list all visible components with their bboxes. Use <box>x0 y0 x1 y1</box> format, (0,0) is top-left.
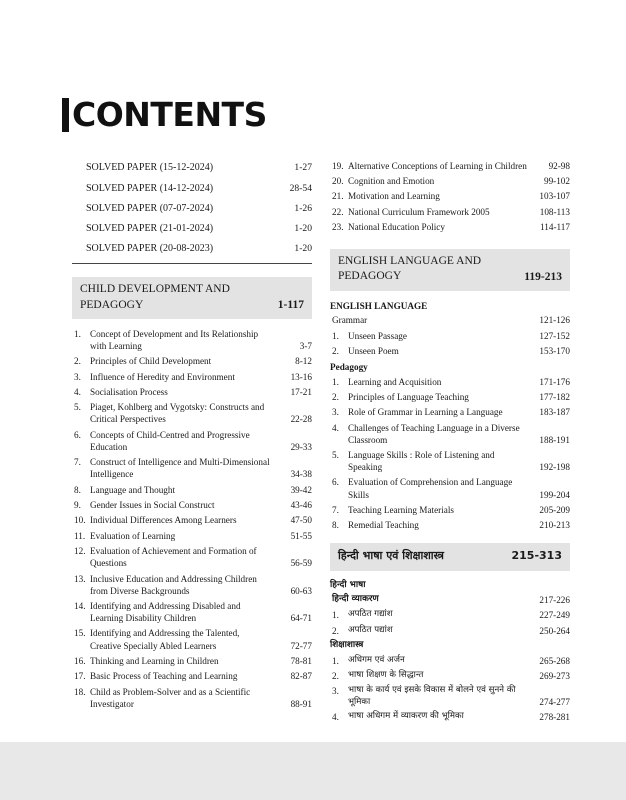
entry-pages: 278-281 <box>539 712 570 723</box>
entry-title: National Curriculum Framework 2005 <box>348 206 490 217</box>
grammar-row[interactable] <box>330 313 570 328</box>
entry-title: Thinking and Learning in Children <box>90 655 219 666</box>
entry-number: 14. <box>74 600 86 611</box>
entry-number: 2. <box>332 346 339 357</box>
toc-entry[interactable] <box>330 405 570 420</box>
entry-number: 18. <box>74 686 86 697</box>
toc-entry[interactable] <box>72 497 312 512</box>
toc-entry[interactable] <box>330 623 570 638</box>
section-page-range: 215-313 <box>511 549 562 563</box>
entry-pages: 29-33 <box>290 441 312 452</box>
entry-number: 1. <box>332 376 339 387</box>
toc-entry[interactable] <box>330 447 570 474</box>
entry-title: Inclusive Education and Addressing Children from Diverse Backgrounds <box>90 573 257 596</box>
entry-title: अधिगम एवं अर्जन <box>348 654 405 665</box>
entry-title: भाषा अधिगम में व्याकरण की भूमिका <box>348 711 464 722</box>
entry-number: 5. <box>74 402 81 413</box>
entry-pages: 227-249 <box>539 610 570 621</box>
toc-entry[interactable] <box>72 653 312 668</box>
page-footer-band <box>0 742 626 800</box>
cdp-entry-list-continued <box>330 158 570 235</box>
entry-title: भाषा शिक्षण के सिद्धान्त <box>348 669 424 680</box>
section-header-english <box>330 249 570 291</box>
subsection-heading-hindi-bhasha: हिन्दी भाषा <box>330 579 366 590</box>
solved-paper-pages: 1-20 <box>294 243 312 255</box>
entry-number: 2. <box>332 670 339 681</box>
entry-title: Alternative Conceptions of Learning in Children <box>348 160 527 171</box>
entry-title: National Education Policy <box>348 221 445 232</box>
entry-number: 17. <box>74 671 86 682</box>
entry-number: 10. <box>74 515 86 526</box>
entry-title: Principles of Child Development <box>90 356 212 367</box>
entry-pages: 72-77 <box>290 640 312 651</box>
entry-title: Gender Issues in Social Construct <box>90 500 215 511</box>
entry-number: 8. <box>74 484 81 495</box>
section-page-range: 119-213 <box>524 270 562 283</box>
entry-pages: 47-50 <box>290 515 312 526</box>
entry-title: Unseen Passage <box>348 330 407 341</box>
hindi-grammar-label: हिन्दी व्याकरण <box>332 594 379 605</box>
entry-title: Individual Differences Among Learners <box>90 515 237 526</box>
toc-entry[interactable] <box>72 513 312 528</box>
toc-entry[interactable] <box>72 528 312 543</box>
entry-pages: 82-87 <box>290 671 312 682</box>
entry-pages: 22-28 <box>290 414 312 425</box>
entry-title: Evaluation of Learning <box>90 530 176 541</box>
page-title <box>62 95 267 134</box>
solved-paper-label: SOLVED PAPER (07-07-2024) <box>86 202 214 214</box>
toc-entry[interactable] <box>72 598 312 625</box>
list-item[interactable] <box>72 239 312 259</box>
toc-entry[interactable] <box>330 420 570 447</box>
entry-pages: 64-71 <box>290 613 312 624</box>
toc-entry[interactable] <box>330 219 570 234</box>
entry-pages: 17-21 <box>290 387 312 397</box>
toc-entry[interactable] <box>72 369 312 384</box>
entry-title: Role of Grammar in Learning a Language <box>348 407 503 418</box>
list-item[interactable] <box>72 199 312 219</box>
toc-entry[interactable] <box>330 653 570 668</box>
left-column <box>72 158 312 711</box>
list-item[interactable] <box>72 178 312 198</box>
entry-number: 7. <box>74 457 81 468</box>
entry-pages: 43-46 <box>290 500 312 511</box>
entry-pages: 3-7 <box>299 341 312 352</box>
entry-pages: 60-63 <box>290 585 312 596</box>
entry-title: भाषा के कार्य एवं इसके विकास में बोलने एवं सुनने की भूमिका <box>348 685 516 707</box>
entry-pages: 99-102 <box>543 175 570 186</box>
entry-pages: 153-170 <box>539 346 570 357</box>
entry-number: 4. <box>332 712 339 723</box>
toc-entry[interactable] <box>330 158 570 173</box>
entry-title: Language Skills : Role of Listening and Speaking <box>348 449 495 473</box>
toc-entry[interactable] <box>72 354 312 369</box>
entry-number: 1. <box>332 610 339 621</box>
toc-entry[interactable] <box>330 173 570 188</box>
entry-pages: 269-273 <box>539 670 570 681</box>
entry-pages: 192-198 <box>539 462 570 473</box>
subsection-heading-pedagogy: Pedagogy <box>330 361 368 372</box>
entry-number: 2. <box>332 391 339 402</box>
cdp-entry-list <box>72 326 312 711</box>
entry-number: 4. <box>332 422 339 433</box>
section-header-hindi <box>330 543 570 571</box>
entry-number: 7. <box>332 504 339 515</box>
entry-title: Evaluation of Achievement and Formation of Questions <box>90 546 257 569</box>
title-accent-bar <box>62 98 69 132</box>
entry-title: Cognition and Emotion <box>348 175 435 186</box>
entry-title: Piaget, Kohlberg and Vygotsky: Constructs and Critical Perspectives <box>90 402 265 425</box>
entry-title: Evaluation of Comprehension and Language Skills <box>348 477 513 500</box>
toc-entry[interactable] <box>330 328 570 343</box>
entry-title: Child as Problem-Solver and as a Scientific Investigator <box>90 686 251 709</box>
toc-entry[interactable] <box>330 475 570 502</box>
entry-number: 6. <box>74 429 81 440</box>
entry-title: Learning and Acquisition <box>348 376 442 387</box>
toc-entry[interactable] <box>72 384 312 399</box>
entry-number: 1. <box>74 328 81 339</box>
entry-number: 1. <box>332 330 339 341</box>
entry-pages: 39-42 <box>290 484 312 495</box>
entry-pages: 56-59 <box>290 558 312 569</box>
entry-number: 6. <box>332 477 339 488</box>
entry-pages: 13-16 <box>290 371 312 382</box>
solved-paper-label: SOLVED PAPER (15-12-2024) <box>86 162 214 174</box>
entry-pages: 127-152 <box>539 330 570 341</box>
section-page-range: 1-117 <box>277 299 304 312</box>
entry-number: 20. <box>332 175 344 186</box>
entry-pages: 183-187 <box>539 407 570 418</box>
toc-entry[interactable] <box>330 374 570 389</box>
entry-number: 13. <box>74 573 86 584</box>
toc-entry[interactable] <box>330 343 570 358</box>
entry-pages: 103-107 <box>539 191 570 202</box>
solved-paper-pages: 1-20 <box>294 223 312 235</box>
section-header-cdp <box>72 277 312 319</box>
entry-title: Principles of Language Teaching <box>348 391 469 402</box>
entry-pages: 265-268 <box>539 655 570 666</box>
toc-entry[interactable] <box>72 455 312 482</box>
entry-title: Identifying and Addressing the Talented, Creative Specially Abled Learners <box>90 628 240 651</box>
grammar-pages: 121-126 <box>539 315 570 326</box>
entry-title: Construct of Intelligence and Multi-Dimensional Intelligence <box>90 457 270 480</box>
entry-number: 3. <box>332 407 339 418</box>
solved-paper-pages: 1-26 <box>294 202 312 214</box>
entry-title: Remedial Teaching <box>348 520 419 531</box>
section-title: ENGLISH LANGUAGE AND PEDAGOGY <box>338 254 482 283</box>
subsection-heading-shikshashastra: शिक्षाशास्त्र <box>330 640 364 651</box>
list-item[interactable] <box>72 219 312 239</box>
entry-title: Basic Process of Teaching and Learning <box>90 671 238 682</box>
solved-paper-label: SOLVED PAPER (14-12-2024) <box>86 182 214 194</box>
toc-entry[interactable] <box>330 668 570 683</box>
entry-pages: 210-213 <box>539 520 570 531</box>
toc-entry[interactable] <box>330 684 570 710</box>
entry-pages: 92-98 <box>548 160 570 171</box>
entry-number: 8. <box>332 520 339 531</box>
toc-entry[interactable] <box>72 482 312 497</box>
toc-entry[interactable] <box>72 669 312 684</box>
entry-number: 2. <box>74 356 81 367</box>
entry-number: 16. <box>74 655 86 666</box>
entry-title: Concepts of Child-Centred and Progressive Education <box>90 429 250 452</box>
entry-number: 15. <box>74 628 86 639</box>
toc-entry[interactable] <box>330 710 570 725</box>
entry-pages: 171-176 <box>539 376 570 387</box>
list-item[interactable] <box>72 158 312 178</box>
toc-entry[interactable] <box>72 626 312 653</box>
entry-title: Socialisation Process <box>90 387 168 397</box>
entry-number: 4. <box>74 387 81 397</box>
toc-entry[interactable] <box>330 189 570 204</box>
entry-title: Language and Thought <box>90 484 176 495</box>
hindi-grammar-pages: 217-226 <box>539 595 570 606</box>
entry-pages: 108-113 <box>539 206 570 217</box>
solved-papers-list <box>72 158 312 264</box>
entry-pages: 177-182 <box>539 391 570 402</box>
entry-title: Unseen Poem <box>348 346 399 357</box>
entry-pages: 188-191 <box>539 434 570 445</box>
hindi-grammar-row[interactable] <box>330 592 570 607</box>
entry-title: Influence of Heredity and Environment <box>90 371 235 382</box>
right-column <box>330 158 570 725</box>
toc-entry[interactable] <box>330 389 570 404</box>
entry-pages: 114-117 <box>540 221 570 232</box>
entry-title: अपठित गद्यांश <box>348 609 393 620</box>
toc-entry[interactable] <box>72 543 312 570</box>
section-title: CHILD DEVELOPMENT AND PEDAGOGY <box>80 283 230 311</box>
entry-number: 19. <box>332 160 344 171</box>
entry-title: Motivation and Learning <box>348 191 440 202</box>
entry-title: Teaching Learning Materials <box>348 504 454 515</box>
entry-title: Identifying and Addressing Disabled and Learning Disability Children <box>90 600 241 624</box>
entry-pages: 51-55 <box>290 530 312 541</box>
entry-number: 22. <box>332 206 344 217</box>
entry-pages: 78-81 <box>290 655 312 666</box>
grammar-label: Grammar <box>332 315 368 326</box>
toc-entry[interactable] <box>330 608 570 623</box>
entry-pages: 88-91 <box>290 698 312 709</box>
solved-paper-label: SOLVED PAPER (20-08-2023) <box>86 243 214 255</box>
toc-entry[interactable] <box>330 204 570 219</box>
entry-number: 23. <box>332 221 344 232</box>
entry-number: 3. <box>74 371 81 382</box>
entry-pages: 205-209 <box>539 504 570 515</box>
solved-paper-pages: 28-54 <box>289 182 312 194</box>
subsection-heading-english-language: ENGLISH LANGUAGE <box>330 300 428 311</box>
entry-title: Challenges of Teaching Language in a Diverse Classroom <box>348 422 520 445</box>
entry-title: Concept of Development and Its Relationship with Learning <box>90 328 259 352</box>
entry-pages: 199-204 <box>539 489 570 500</box>
section-title: हिन्दी भाषा एवं शिक्षाशास्त्र <box>338 548 445 562</box>
entry-number: 9. <box>74 500 81 511</box>
toc-entry[interactable] <box>72 400 312 427</box>
entry-pages: 274-277 <box>539 696 570 707</box>
solved-paper-pages: 1-27 <box>294 162 312 174</box>
page-title-text: CONTENTS <box>72 95 267 134</box>
entry-pages: 250-264 <box>539 625 570 636</box>
entry-title: अपठित पद्यांश <box>348 624 393 635</box>
entry-number: 1. <box>332 655 339 666</box>
entry-number: 3. <box>332 686 339 697</box>
entry-pages: 8-12 <box>295 356 312 367</box>
toc-entry[interactable] <box>72 684 312 711</box>
entry-number: 11. <box>74 530 86 541</box>
entry-number: 12. <box>74 546 86 557</box>
toc-entry[interactable] <box>330 518 570 533</box>
toc-entry[interactable] <box>330 502 570 517</box>
toc-entry[interactable] <box>72 571 312 598</box>
solved-paper-label: SOLVED PAPER (21-01-2024) <box>86 223 214 235</box>
entry-number: 21. <box>332 191 344 202</box>
toc-entry[interactable] <box>72 427 312 454</box>
entry-number: 2. <box>332 625 339 636</box>
entry-pages: 34-38 <box>290 469 312 480</box>
entry-number: 5. <box>332 449 339 460</box>
toc-entry[interactable] <box>72 326 312 353</box>
